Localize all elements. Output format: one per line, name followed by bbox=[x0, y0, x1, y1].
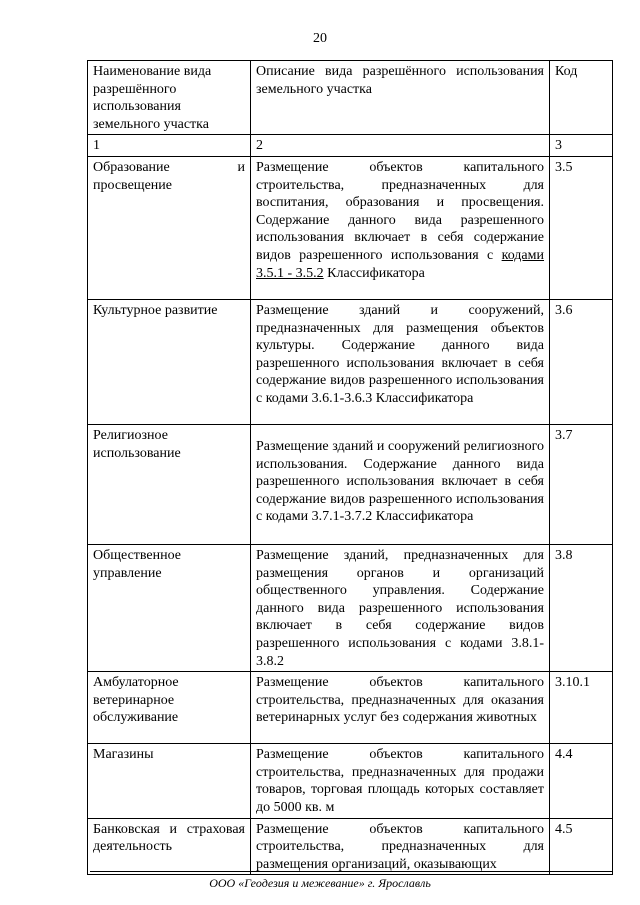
row-name: Магазины bbox=[88, 744, 251, 818]
numbering-col2: 2 bbox=[251, 135, 550, 157]
row-name: Банковская и страховая деятельность bbox=[88, 818, 251, 875]
row-description-text-end: Классификатора bbox=[323, 265, 425, 281]
table-row bbox=[88, 672, 613, 744]
row-name: Образование и просвещение bbox=[88, 156, 251, 299]
footer-divider bbox=[90, 871, 612, 872]
row-name: Общественное управление bbox=[88, 544, 251, 671]
page-number: 20 bbox=[313, 31, 327, 46]
row-description-text: Размещение объектов капитального строительства, предназначенных для воспитания, образования и просвещения. Содержание данного вида разрешенного использования включает в себя содержание видов разрешенного использования с bbox=[256, 159, 544, 263]
table-numbering-row bbox=[88, 135, 613, 157]
row-description: Размещение объектов капитального строительства, предназначенных для продажи товаров, торговая площадь которых составляет до 5000 кв. м bbox=[251, 744, 550, 818]
table-row bbox=[88, 424, 613, 544]
row-code: 3.5 bbox=[550, 156, 613, 299]
codes-link[interactable]: кодами 3.5.1 - 3.5.2 bbox=[256, 247, 544, 281]
row-code: 3.10.1 bbox=[550, 672, 613, 744]
row-code: 4.5 bbox=[550, 818, 613, 875]
row-description: Размещение объектов капитального строительства, предназначенных для размещения организаций, оказывающих bbox=[251, 818, 550, 875]
header-code: Код bbox=[550, 61, 613, 135]
table-row bbox=[88, 818, 613, 875]
land-use-table bbox=[87, 60, 613, 875]
row-code: 3.7 bbox=[550, 424, 613, 544]
header-name: Наименование вида разрешённого использования земельного участка bbox=[88, 61, 251, 135]
table-header-row bbox=[88, 61, 613, 135]
footer-text: ООО «Геодезия и межевание» г. Ярославль bbox=[209, 876, 431, 890]
row-description: Размещение зданий и сооружений религиозного использования. Содержание данного вида разрешенного использования включает в себя содержание видов разрешенного использования с кодами 3.7.1-3.7.2 Классификатора bbox=[251, 424, 550, 544]
table-row bbox=[88, 744, 613, 818]
table-row bbox=[88, 156, 613, 299]
row-code: 3.8 bbox=[550, 544, 613, 671]
header-description: Описание вида разрешённого использования земельного участка bbox=[251, 61, 550, 135]
row-name: Религиозное использование bbox=[88, 424, 251, 544]
row-name: Амбулаторное ветеринарное обслуживание bbox=[88, 672, 251, 744]
numbering-col3: 3 bbox=[550, 135, 613, 157]
row-description: Размещение объектов капитального строительства, предназначенных для оказания ветеринарных услуг без содержания животных bbox=[251, 672, 550, 744]
row-description bbox=[251, 156, 550, 299]
numbering-col1: 1 bbox=[88, 135, 251, 157]
table-row bbox=[88, 299, 613, 424]
row-description: Размещение зданий и сооружений, предназначенных для размещения объектов культуры. Содержание данного вида разрешенного использования включает в себя содержание видов разрешенного использования с кодами 3.6.1-3.6.3 Классификатора bbox=[251, 299, 550, 424]
row-code: 3.6 bbox=[550, 299, 613, 424]
table-row bbox=[88, 544, 613, 671]
row-description: Размещение зданий, предназначенных для размещения органов и организаций общественного управления. Содержание данного вида разрешенного использования включает в себя содержание видов разрешенного использования с кодами 3.8.1-3.8.2 bbox=[251, 544, 550, 671]
row-name: Культурное развитие bbox=[88, 299, 251, 424]
row-code: 4.4 bbox=[550, 744, 613, 818]
